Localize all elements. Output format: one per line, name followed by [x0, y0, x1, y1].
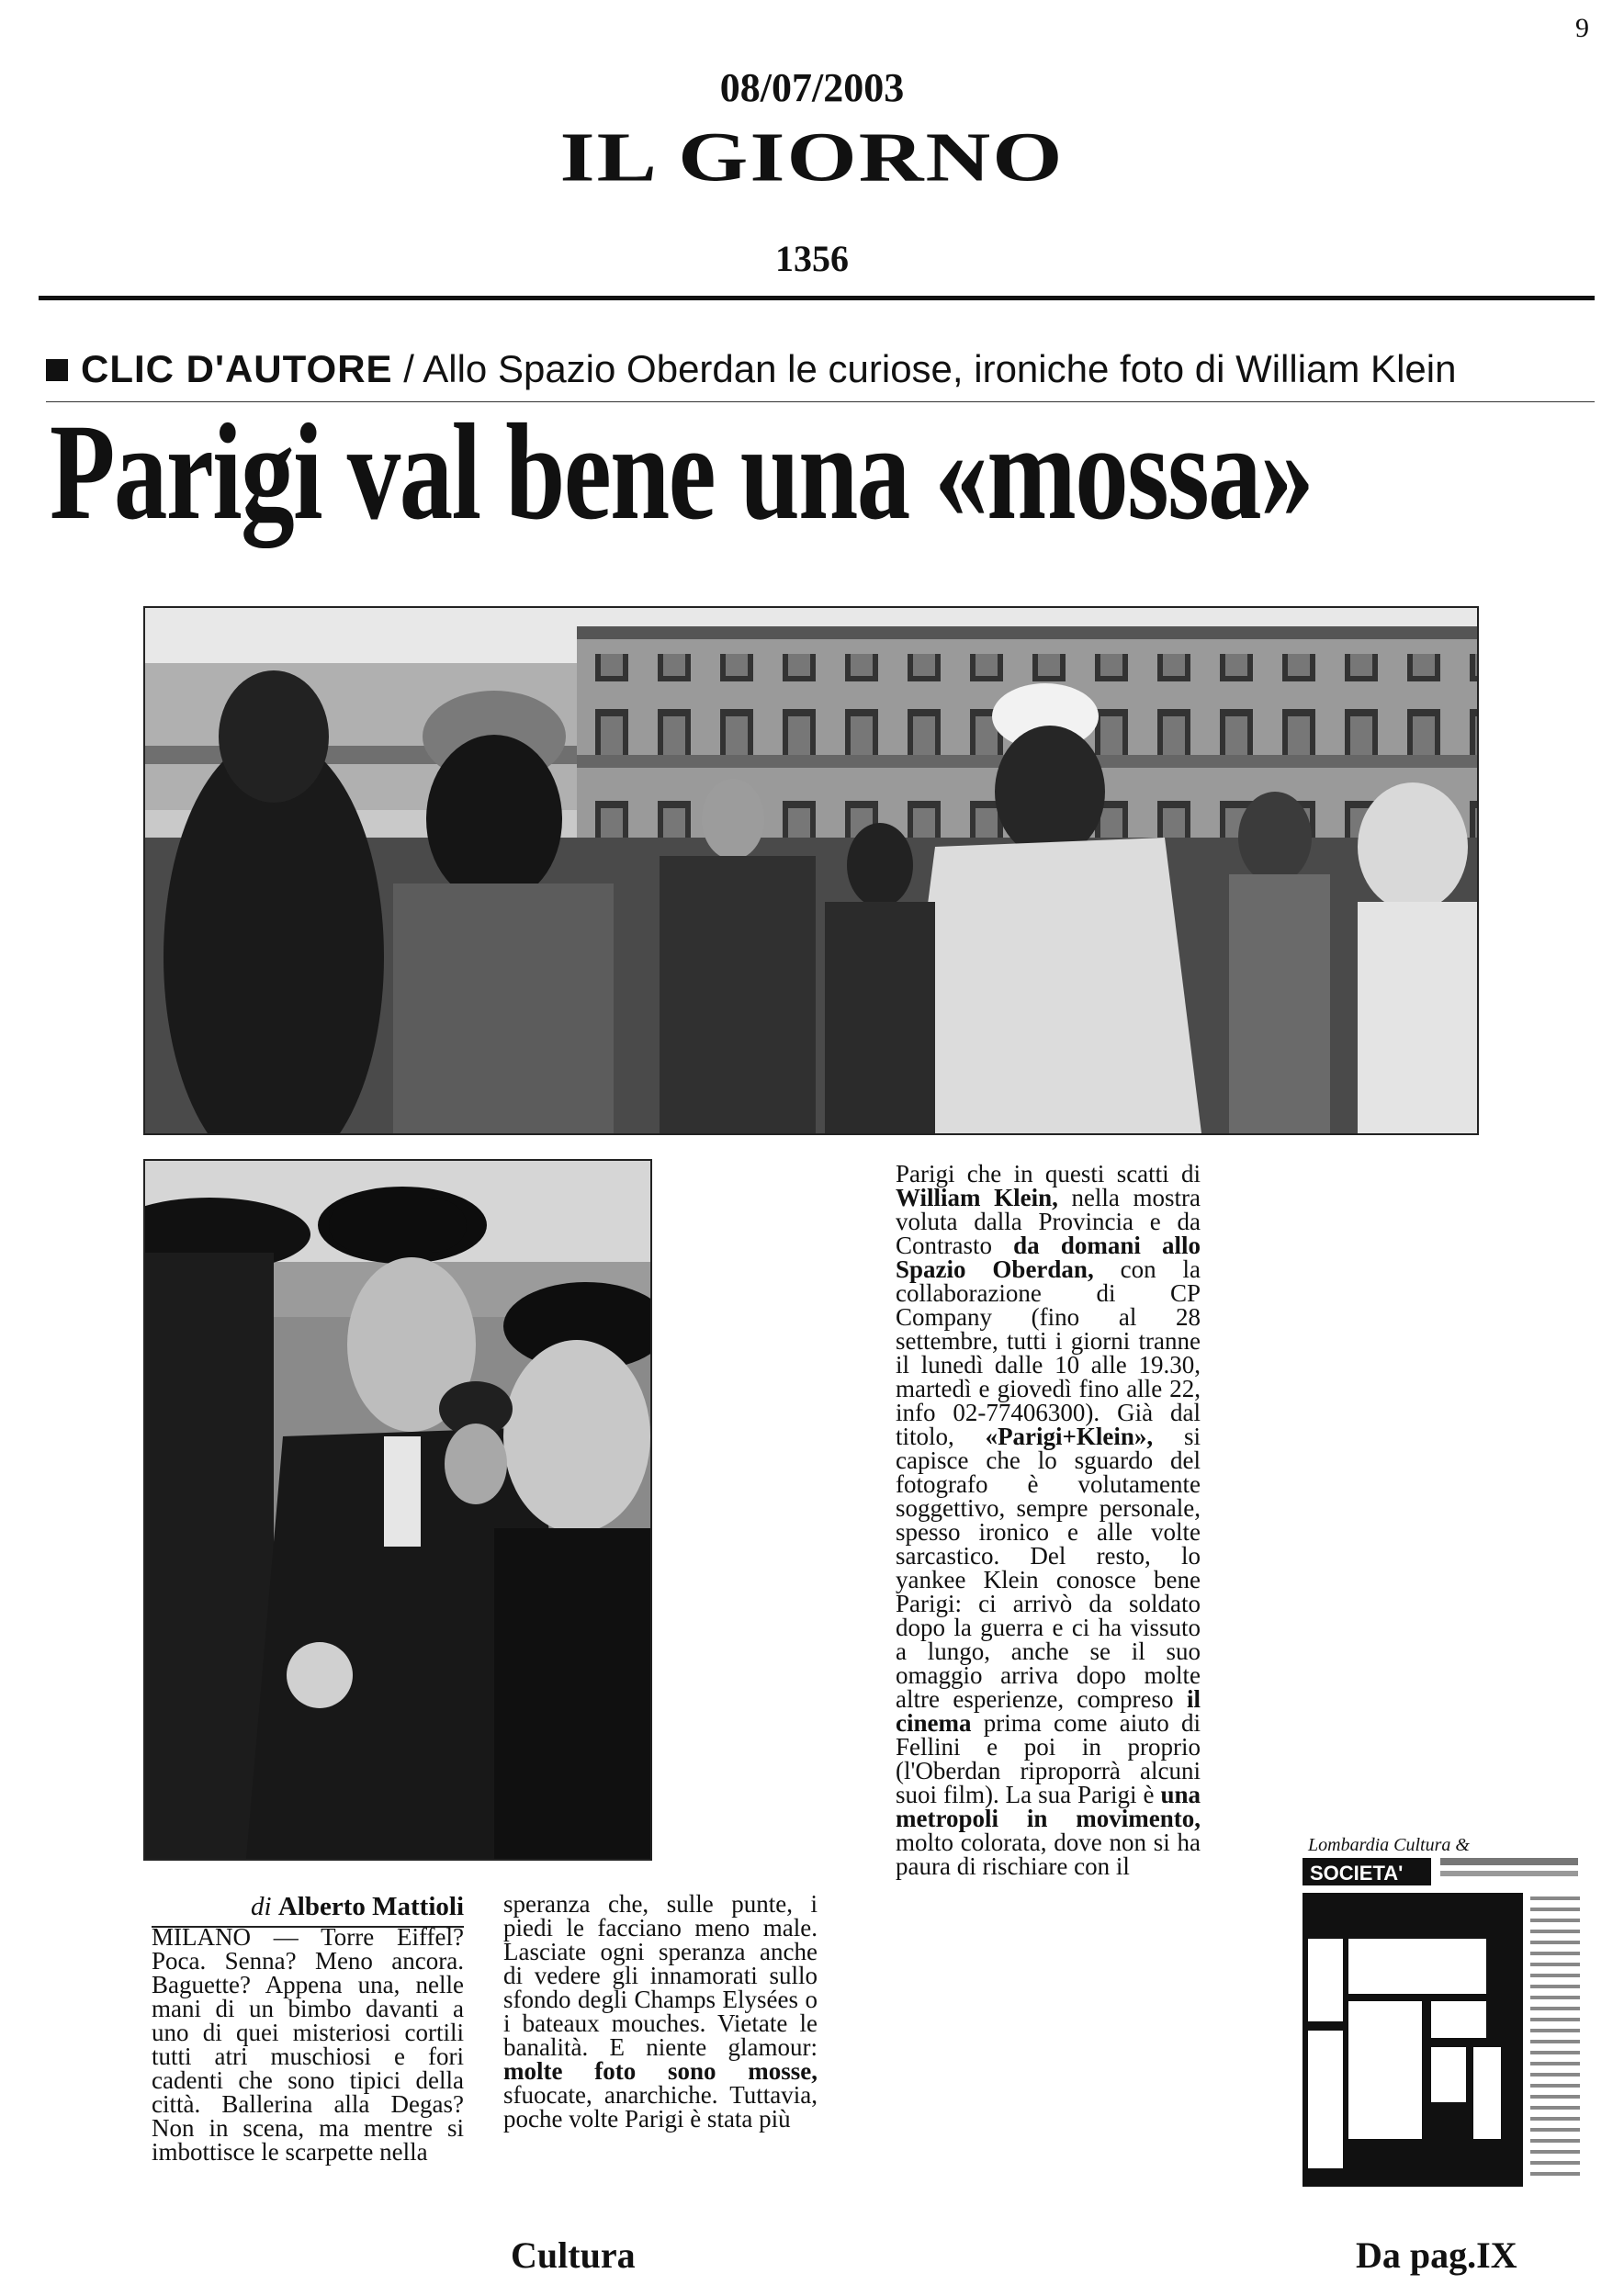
col3-bold-cinema: il cinema — [896, 1685, 1201, 1737]
col3-text-k: molto colorata, dove non si ha paura di rischiare con il — [896, 1829, 1201, 1880]
headline: Parigi val bene una «mossa» — [50, 396, 1313, 548]
thumbnail-section: Lombardia Cultura & — [1308, 1835, 1470, 1855]
page-code: 1356 — [775, 238, 849, 279]
col3-text-e: con la collaborazione di CP Company (fino al 28 settembre, tutti i giorni tranne il lunedì dalle 10 alle 19.30, martedì e giovedì fino alle 22, info 02-77406300). Già dal titolo, — [896, 1255, 1201, 1450]
col3-text-i: prima come aiuto di Fellini e poi in proprio (l'Oberdan riproporrà alcuni suoi film). La sua Parigi è — [896, 1709, 1201, 1808]
top-rule — [39, 296, 1595, 300]
photo-bowler-hats-image — [145, 1161, 650, 1859]
article-column-2-text — [503, 1892, 818, 2131]
article-column-1 — [152, 1925, 464, 2164]
photo-crowd-palace — [143, 606, 1479, 1135]
page-number: 9 — [1575, 13, 1589, 43]
masthead: IL GIORNO — [559, 118, 1065, 197]
col2-text-c: sfuocate, anarchiche. Tuttavia, poche volte Parigi è stata più — [503, 2081, 818, 2133]
col3-bold-metropolis: una metropoli in movimento, — [896, 1781, 1201, 1832]
col3-bold-venue: da domani allo Spazio Oberdan, — [896, 1232, 1201, 1283]
article-column-2 — [503, 1892, 818, 2131]
article-column-3-text — [896, 1162, 1201, 1878]
photo-bowler-hats — [143, 1159, 652, 1861]
kicker-tag: CLIC D'AUTORE — [81, 347, 393, 390]
col3-text-c: nella mostra voluta dalla Provincia e da Contrasto — [896, 1184, 1201, 1259]
photo-crowd-palace-image — [145, 608, 1477, 1133]
col3-text-a: Parigi che in questi scatti di — [896, 1160, 1201, 1187]
byline-prefix: di — [251, 1892, 272, 1921]
col3-text-g: si capisce che lo sguardo del fotografo è volutamente soggettivo, sempre personale, spesso ironico e alle volte sarcastico. Del resto, lo yankee Klein conosce bene Parigi: ci arrivò da soldato dopo la guerra e ci ha vissuto a lungo, anche se il suo omaggio arriva dopo molte altre esperienze, compreso — [896, 1423, 1201, 1713]
byline-author: Alberto Mattioli — [277, 1892, 464, 1921]
square-bullet-icon — [46, 359, 68, 381]
kicker-deck: Allo Spazio Oberdan le curiose, ironiche foto di William Klein — [423, 347, 1457, 390]
source-page-thumbnail-image — [1293, 1823, 1587, 2209]
thumbnail-title: SOCIETA' — [1310, 1862, 1404, 1885]
col3-bold-title: «Parigi+Klein», — [985, 1423, 1154, 1450]
article-column-1-text: MILANO — Torre Eiffel? Poca. Senna? Meno ancora. Baguette? Appena una, nelle mani di un bimbo davanti a uno di quei misteriosi cortili tutti atri muschiosi e fori cadenti che sono tipici della città. Ballerina alla Degas? Non in scena, ma mentre si imbottisce le scarpette nella — [152, 1923, 464, 2166]
source-page-thumbnail — [1293, 1823, 1587, 2209]
col2-bold-moved-photos: molte foto sono mosse, — [503, 2057, 818, 2085]
issue-date: 08/07/2003 — [719, 65, 905, 110]
col2-text-a: speranza che, sulle punte, i piedi le facciano meno male. Lasciate ogni speranza anche di vedere gli innamorati sullo sfondo degli Champs Elysées o i bateaux mouches. Vietate le banalità. E niente glamour: — [503, 1890, 818, 2061]
col3-bold-photographer: William Klein, — [896, 1184, 1058, 1211]
section-label: Cultura — [511, 2234, 636, 2276]
article-column-3 — [896, 1162, 1201, 1878]
kicker — [46, 347, 1598, 391]
page-reference: Da pag.IX — [1356, 2234, 1517, 2276]
kicker-separator: / — [392, 347, 423, 390]
